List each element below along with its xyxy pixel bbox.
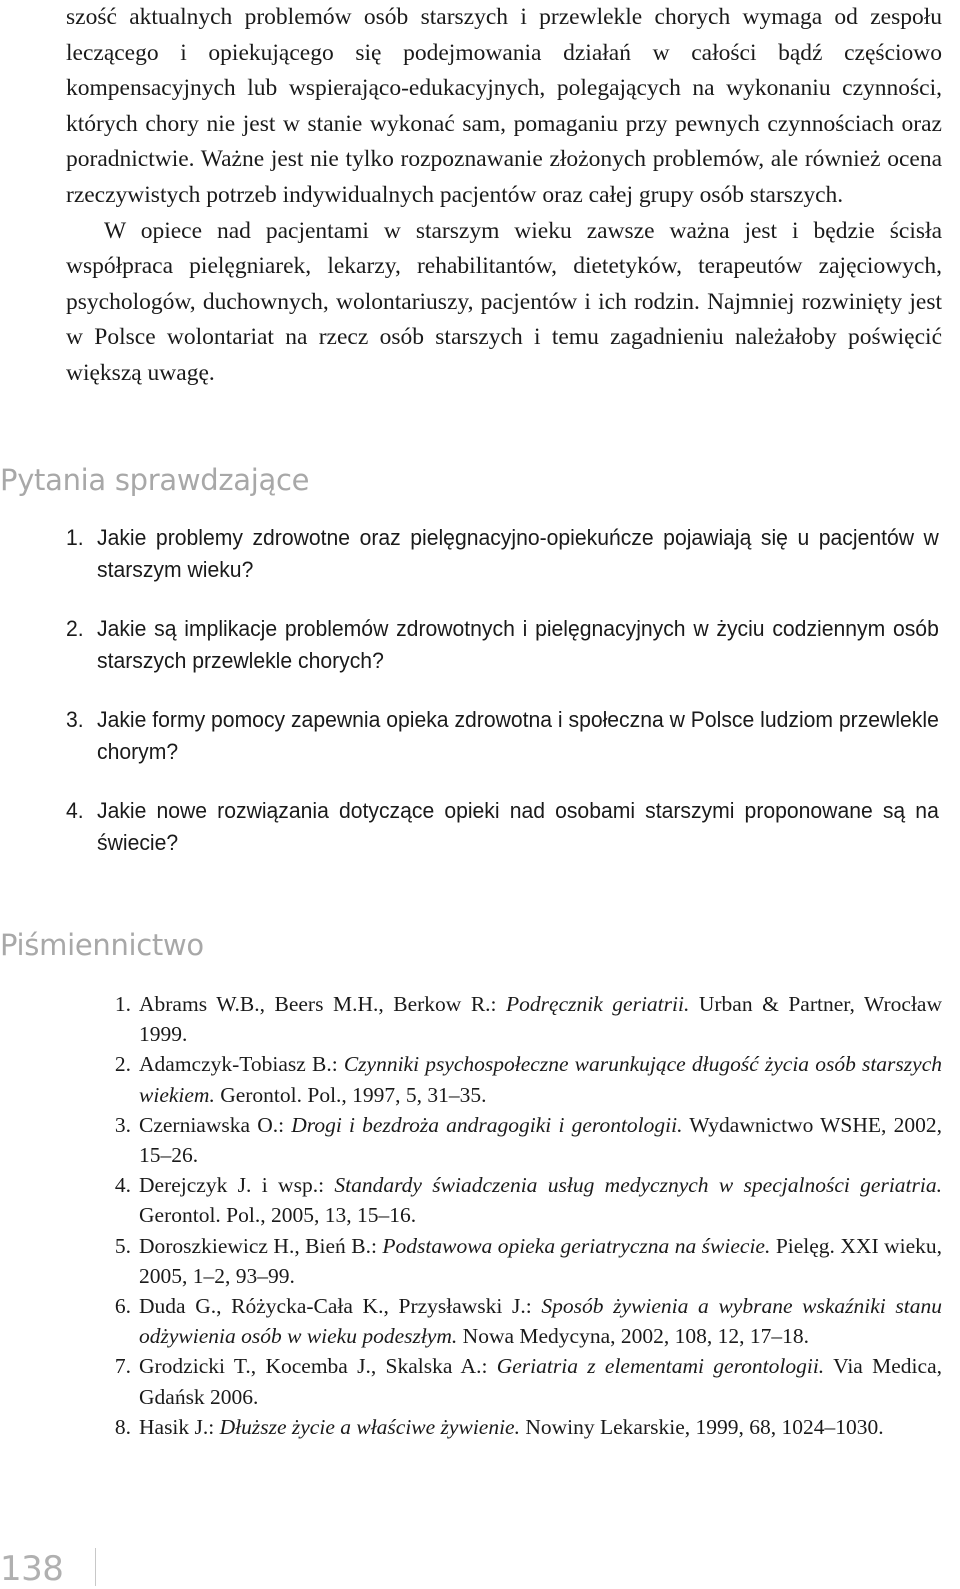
reference-authors: Duda G., Różycka-Cała K., Przysławski J.: [139,1294,542,1319]
reference-details: Gerontol. Pol., 1997, 5, 31–35. [214,1082,487,1107]
margin-rule [95,1548,96,1586]
reference-number: 6. [114,1294,131,1319]
reference-authors: Adamczyk-Tobiasz B.: [139,1052,344,1077]
reference-item [110,1170,942,1230]
reference-item [110,989,942,1049]
reference-item [110,1351,942,1411]
page-number: 138 [0,1549,64,1589]
reference-details: Nowiny Lekarskie, 1999, 68, 1024–1030. [519,1414,884,1439]
reference-details: Nowa Medycyna, 2002, 108, 12, 17–18. [457,1324,810,1349]
reference-authors: Grodzicki T., Kocemba J., Skalska A.: [139,1354,497,1379]
reference-details: Urban & Partner, Wrocław 1999. [139,992,942,1047]
reference-item [110,1412,942,1442]
question-number: 4. [66,798,84,823]
question-item [66,613,939,676]
reference-details: Via Medica, Gdańsk 2006. [139,1354,942,1409]
reference-number: 2. [114,1052,131,1077]
question-text: Jakie są implikacje problemów zdrowotnych i pielęgnacyjnych w życiu codziennym osób starszych przewlekle chorych? [97,616,939,673]
reference-authors: Derejczyk J. i wsp.: [139,1173,335,1198]
reference-number: 5. [114,1233,131,1258]
reference-authors: Hasik J.: [139,1414,220,1439]
question-item [66,795,939,858]
question-text: Jakie nowe rozwiązania dotyczące opieki nad osobami starszymi proponowane są na świecie? [97,798,939,855]
reference-number: 7. [114,1354,131,1379]
reference-item [110,1049,942,1109]
reference-item [110,1291,942,1351]
reference-number: 1. [114,992,131,1016]
reference-authors: Czerniawska O.: [139,1112,292,1137]
question-text: Jakie problemy zdrowotne oraz pielęgnacyjno-opiekuńcze pojawiają się u pacjentów w starszym wieku? [97,525,939,582]
body-paragraph-2: W opiece nad pacjentami w starszym wieku zawsze ważna jest i będzie ścisła współpraca pielęgniarek, lekarzy, rehabilitantów, dietetyków, terapeutów zajęciowych, psychologów, duchownych, wolontariuszy, pacjentów i ich rodzin. Najmniej rozwinięty jest w Polsce wolontariat na rzecz osób starszych i temu zagadnieniu należałoby poświęcić większą uwagę. [66,217,942,386]
question-item [66,704,939,767]
question-number: 2. [66,616,84,641]
question-text: Jakie formy pomocy zapewnia opieka zdrowotna i społeczna w Polsce ludziom przewlekle chorym? [97,707,939,764]
reference-item [110,1231,942,1291]
reference-number: 8. [114,1414,131,1439]
body-text [66,0,942,392]
question-item [66,522,939,585]
questions-list [66,522,942,886]
reference-item [110,1110,942,1170]
reference-title: Podręcznik geriatrii. [506,992,690,1016]
reference-details: Pielęg. XXI wieku, 2005, 1–2, 93–99. [139,1233,942,1288]
reference-authors: Doroszkiewicz H., Bień B.: [139,1233,383,1258]
reference-title: Dłuższe życie a właściwe żywienie. [219,1414,520,1439]
reference-title: Geriatria z elementami gerontologii. [496,1354,825,1379]
reference-details: Gerontol. Pol., 2005, 13, 15–16. [139,1203,417,1228]
reference-title: Czynniki psychospołeczne warunkujące długość życia osób starszych wiekiem. [139,1052,942,1107]
body-paragraph-1: szość aktualnych problemów osób starszych i przewlekle chorych wymaga od zespołu leczącego i opiekującego się podejmowania działań w całości bądź częściowo kompensacyjnych lub wspierająco-edukacyjnych, polegających na wykonaniu czynności, których chory nie jest w stanie wykonać sam, pomaganiu przy pewnych czynnościach oraz poradnictwie. Ważne jest nie tylko rozpoznawanie złożonych problemów, ale również ocena rzeczywistych potrzeb indywidualnych pacjentów oraz całej grupy osób starszych. [66,4,942,208]
reference-details: Wydawnictwo WSHE, 2002, 15–26. [139,1112,942,1168]
question-number: 1. [66,525,84,550]
reference-title: Standardy świadczenia usług medycznych w specjalności geriatria. [334,1173,942,1198]
question-number: 3. [66,707,84,732]
reference-number: 4. [114,1173,131,1198]
reference-title: Podstawowa opieka geriatryczna na świecie. [382,1233,771,1258]
section-heading-questions: Pytania sprawdzające [0,463,310,497]
section-heading-references: Piśmiennictwo [0,928,204,962]
reference-number: 3. [114,1112,131,1137]
references-list [110,989,942,1442]
reference-authors: Abrams W.B., Beers M.H., Berkow R.: [139,992,507,1016]
reference-title: Drogi i bezdroża andragogiki i gerontologii. [291,1112,683,1137]
reference-title: Sposób żywienia a wybrane wskaźniki stanu odżywienia osób w wieku podeszłym. [139,1294,942,1349]
